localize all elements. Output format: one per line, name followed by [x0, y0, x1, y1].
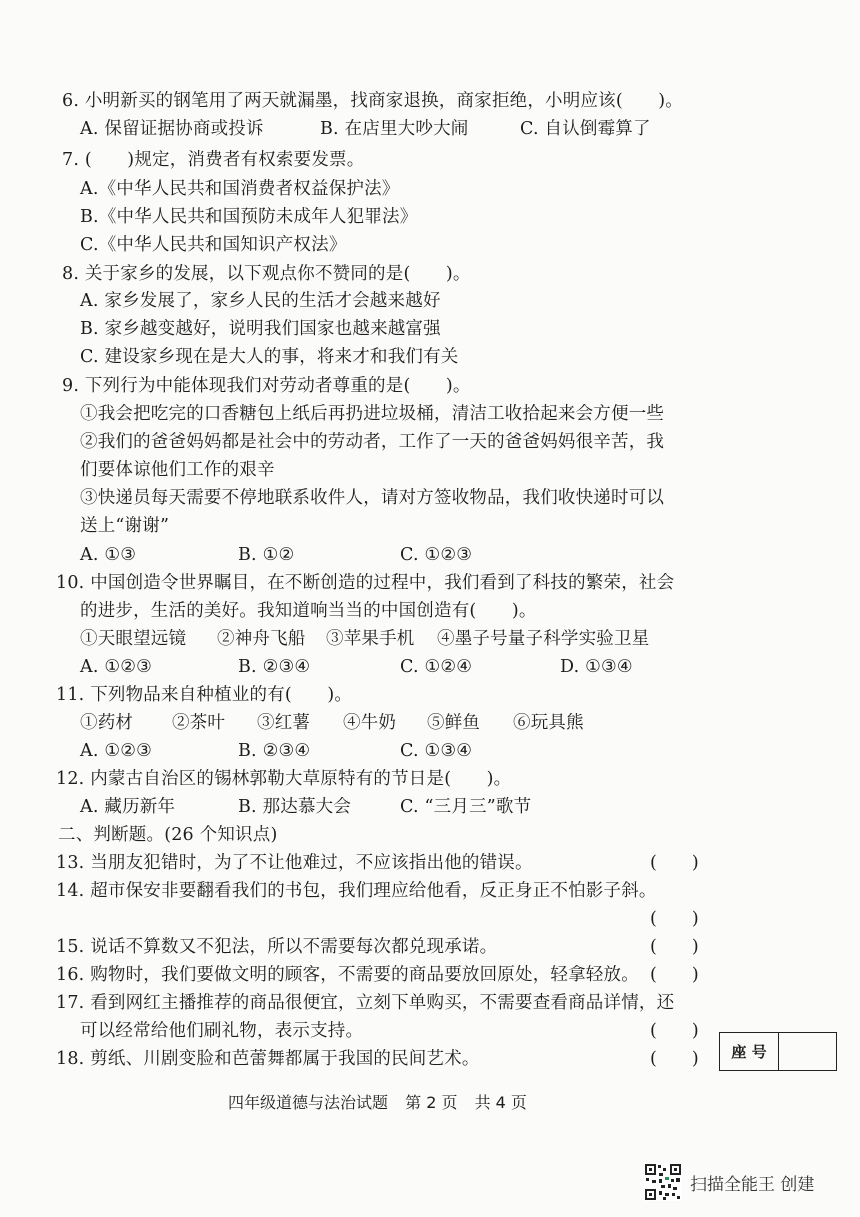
- judgment-item-14: 14. 超市保安非要翻看我们的书包，我们理应给他看，反正身正不怕影子斜。: [56, 881, 657, 901]
- statement-item: ①药材: [80, 713, 134, 733]
- footer-page: 第 2 页: [405, 1093, 458, 1112]
- statement-item: ②茶叶: [172, 713, 226, 733]
- judgment-item-15: 15. 说话不算数又不犯法，所以不需要每次都兑现承诺。: [56, 937, 498, 957]
- seat-number-box: [719, 1032, 837, 1071]
- judgment-item-13: 13. 当朋友犯错时，为了不让他难过，不应该指出他的错误。: [56, 853, 533, 873]
- option: C. 建设家乡现在是大人的事，将来才和我们有关: [80, 347, 459, 367]
- question-12-stem: 12. 内蒙古自治区的锡林郭勒大草原特有的节日是( )。: [56, 769, 512, 789]
- statement-item: ①我会把吃完的口香糖包上纸后再扔进垃圾桶，清洁工收拾起来会方便一些: [80, 404, 665, 424]
- question-10-stem-cont: 的进步，生活的美好。我知道响当当的中国创造有( )。: [80, 601, 537, 621]
- answer-blank: ( ): [650, 909, 699, 929]
- answer-blank: ( ): [650, 1021, 699, 1041]
- option: A. ①②③: [80, 657, 153, 677]
- option: A. ①②③: [80, 741, 153, 761]
- statement-item: ③快递员每天需要不停地联系收件人，请对方签收物品，我们收快递时可以: [80, 488, 665, 508]
- statement-item: 们要体谅他们工作的艰辛: [80, 460, 275, 480]
- answer-blank: ( ): [650, 965, 699, 985]
- option: C. “三月三”歌节: [400, 797, 532, 817]
- question-9-stem: 9. 下列行为中能体现我们对劳动者尊重的是( )。: [62, 376, 471, 396]
- question-8-stem: 8. 关于家乡的发展，以下观点你不赞同的是( )。: [62, 264, 471, 284]
- option: C. 自认倒霉算了: [520, 119, 651, 139]
- statement-item: ④牛奶: [343, 713, 397, 733]
- option: C. ①②③: [400, 545, 473, 565]
- option: A. ①③: [80, 545, 137, 565]
- footer-total: 共 4 页: [474, 1093, 527, 1112]
- option: A. 藏历新年: [80, 797, 176, 817]
- question-6-stem: 6. 小明新买的钢笔用了两天就漏墨，找商家退换，商家拒绝，小明应该( )。: [62, 91, 684, 111]
- judgment-item-18: 18. 剪纸、川剧变脸和芭蕾舞都属于我国的民间艺术。: [56, 1049, 480, 1069]
- option: C. ①②④: [400, 657, 473, 677]
- qr-code-icon: [644, 1163, 682, 1201]
- question-11-stem: 11. 下列物品来自种植业的有( )。: [56, 685, 353, 705]
- answer-blank: ( ): [650, 937, 699, 957]
- judgment-item-17-cont: 可以经常给他们刷礼物，表示支持。: [80, 1021, 364, 1041]
- page-footer: [228, 1092, 539, 1114]
- statement-item: ③苹果手机: [326, 629, 415, 649]
- option: B. ②③④: [238, 741, 311, 761]
- statement-item: ②神舟飞船: [217, 629, 306, 649]
- seat-number-blank: [779, 1033, 836, 1070]
- option: B. ②③④: [238, 657, 311, 677]
- question-10-stem: 10. 中国创造令世界瞩目，在不断创造的过程中，我们看到了科技的繁荣，社会: [56, 573, 675, 593]
- option: A.《中华人民共和国消费者权益保护法》: [80, 179, 400, 199]
- answer-blank: ( ): [650, 1049, 699, 1069]
- option: B. 那达慕大会: [238, 797, 352, 817]
- judgment-item-16: 16. 购物时，我们要做文明的顾客，不需要的商品要放回原处，轻拿轻放。: [56, 965, 639, 985]
- section-heading: 二、判断题。(26 个知识点): [58, 825, 278, 845]
- seat-number-label: 座 号: [720, 1033, 779, 1070]
- statement-item: ③红薯: [257, 713, 311, 733]
- footer-title: 四年级道德与法治试题: [228, 1093, 389, 1112]
- scanner-watermark: [644, 1163, 814, 1201]
- option: D. ①③④: [560, 657, 633, 677]
- option: A. 家乡发展了，家乡人民的生活才会越来越好: [80, 291, 441, 311]
- statement-item: ④墨子号量子科学实验卫星: [437, 629, 650, 649]
- watermark-text: 扫描全能王 创建: [690, 1174, 815, 1195]
- option: B.《中华人民共和国预防未成年人犯罪法》: [80, 207, 418, 227]
- option: C.《中华人民共和国知识产权法》: [80, 235, 347, 255]
- statement-item: ②我们的爸爸妈妈都是社会中的劳动者，工作了一天的爸爸妈妈很辛苦，我: [80, 432, 665, 452]
- option: B. 在店里大吵大闹: [320, 119, 469, 139]
- answer-blank: ( ): [650, 853, 699, 873]
- option: C. ①③④: [400, 741, 473, 761]
- statement-item: ⑥玩具熊: [513, 713, 584, 733]
- statement-item: ⑤鲜鱼: [427, 713, 481, 733]
- judgment-item-17: 17. 看到网红主播推荐的商品很便宜，立刻下单购买，不需要查看商品详情，还: [56, 993, 675, 1013]
- statement-item: 送上“谢谢”: [80, 516, 170, 536]
- option: A. 保留证据协商或投诉: [80, 119, 264, 139]
- option: B. ①②: [238, 545, 295, 565]
- question-7-stem: 7. ( )规定，消费者有权索要发票。: [62, 150, 365, 170]
- statement-item: ①天眼望远镜: [80, 629, 187, 649]
- option: B. 家乡越变越好，说明我们国家也越来越富强: [80, 319, 441, 339]
